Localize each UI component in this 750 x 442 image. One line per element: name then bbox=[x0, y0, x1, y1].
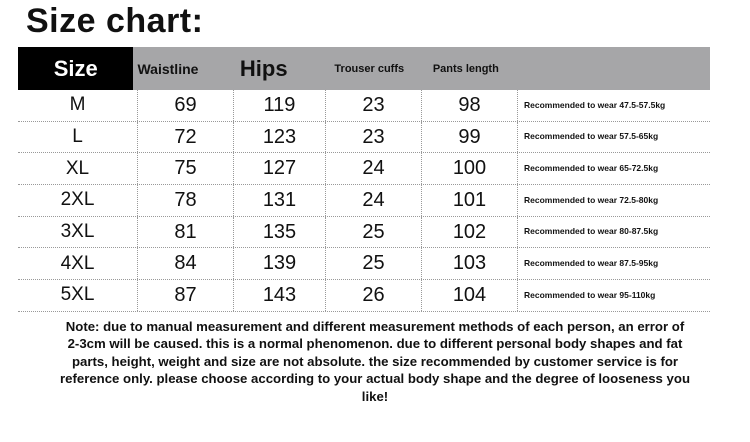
cell-pants-length: 102 bbox=[422, 217, 518, 248]
cell-waistline: 78 bbox=[138, 185, 234, 216]
cell-pants-length: 103 bbox=[422, 248, 518, 279]
table-row bbox=[18, 217, 710, 249]
cell-recommendation: Recommended to wear 87.5-95kg bbox=[524, 258, 659, 269]
header-waistline: Waistline bbox=[133, 47, 229, 90]
cell-hips: 131 bbox=[234, 185, 326, 216]
cell-waistline: 72 bbox=[138, 122, 234, 153]
header-size: Size bbox=[18, 47, 133, 90]
cell-waistline: 75 bbox=[138, 153, 234, 184]
cell-trouser-cuffs: 23 bbox=[326, 90, 422, 121]
cell-size: L bbox=[18, 122, 138, 153]
cell-recommendation: Recommended to wear 95-110kg bbox=[524, 289, 656, 300]
cell-waistline: 69 bbox=[138, 90, 234, 121]
cell-recommendation: Recommended to wear 65-72.5kg bbox=[524, 163, 659, 174]
cell-hips: 143 bbox=[234, 280, 326, 311]
table-row bbox=[18, 248, 710, 280]
measurement-note: Note: due to manual measurement and different measurement methods of each person, an error of 2-3cm will be caused. this is a normal phenomenon. due to different personal body shapes and fat parts, height, weight and size are not absolute. the size recommended by customer service is for reference only. please choose according to your actual body shape and the degree of looseness you like! bbox=[60, 319, 690, 404]
size-table bbox=[18, 47, 710, 312]
table-row bbox=[18, 280, 710, 312]
table-row bbox=[18, 90, 710, 122]
header-recommendation bbox=[525, 47, 710, 90]
cell-pants-length: 99 bbox=[422, 122, 518, 153]
cell-trouser-cuffs: 25 bbox=[326, 217, 422, 248]
header-hips: Hips bbox=[230, 47, 329, 90]
table-row bbox=[18, 122, 710, 154]
cell-size: XL bbox=[18, 153, 138, 184]
cell-hips: 135 bbox=[234, 217, 326, 248]
cell-pants-length: 100 bbox=[422, 153, 518, 184]
cell-hips: 119 bbox=[234, 90, 326, 121]
cell-trouser-cuffs: 24 bbox=[326, 185, 422, 216]
cell-recommendation: Recommended to wear 72.5-80kg bbox=[524, 194, 659, 205]
cell-size: 2XL bbox=[18, 185, 138, 216]
table-row bbox=[18, 185, 710, 217]
cell-size: M bbox=[18, 90, 138, 121]
cell-waistline: 81 bbox=[138, 217, 234, 248]
table-row bbox=[18, 153, 710, 185]
cell-recommendation: Recommended to wear 57.5-65kg bbox=[524, 131, 659, 142]
cell-trouser-cuffs: 26 bbox=[326, 280, 422, 311]
cell-hips: 139 bbox=[234, 248, 326, 279]
cell-trouser-cuffs: 23 bbox=[326, 122, 422, 153]
cell-size: 3XL bbox=[18, 217, 138, 248]
cell-pants-length: 101 bbox=[422, 185, 518, 216]
page-title: Size chart: bbox=[26, 2, 204, 40]
cell-size: 4XL bbox=[18, 248, 138, 279]
cell-waistline: 84 bbox=[138, 248, 234, 279]
cell-trouser-cuffs: 24 bbox=[326, 153, 422, 184]
cell-pants-length: 104 bbox=[422, 280, 518, 311]
header-pants-length: Pants length bbox=[427, 47, 525, 90]
table-header bbox=[18, 47, 710, 90]
cell-hips: 123 bbox=[234, 122, 326, 153]
cell-recommendation: Recommended to wear 47.5-57.5kg bbox=[524, 99, 666, 110]
header-trouser-cuffs: Trouser cuffs bbox=[328, 47, 426, 90]
cell-size: 5XL bbox=[18, 280, 138, 311]
cell-pants-length: 98 bbox=[422, 90, 518, 121]
cell-recommendation: Recommended to wear 80-87.5kg bbox=[524, 226, 659, 237]
cell-trouser-cuffs: 25 bbox=[326, 248, 422, 279]
cell-hips: 127 bbox=[234, 153, 326, 184]
cell-waistline: 87 bbox=[138, 280, 234, 311]
